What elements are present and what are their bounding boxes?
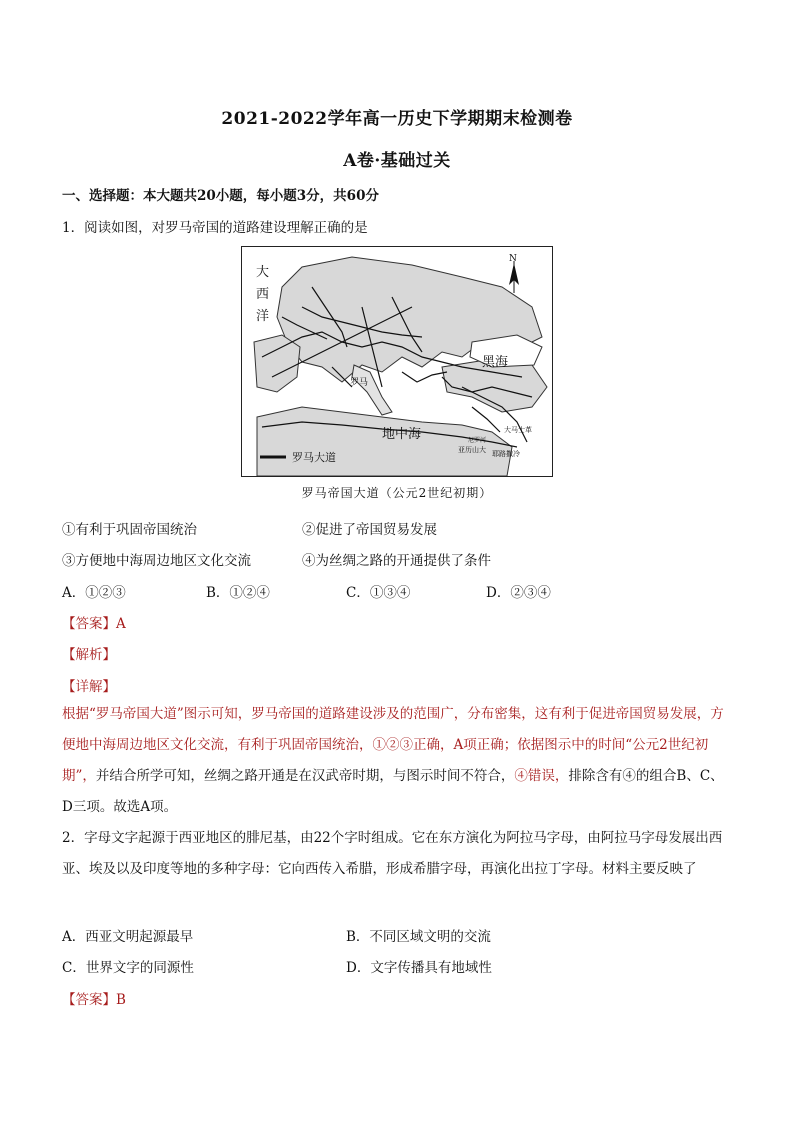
q1-detail-label: 【详解】 xyxy=(62,679,116,695)
map-label-rome: 罗马 xyxy=(350,378,369,388)
statement-4: ④为丝绸之路的开通提供了条件 xyxy=(302,553,491,569)
q1-detail-paragraph xyxy=(62,699,734,823)
map-label-nile: 尼罗河 xyxy=(468,437,487,444)
statement-2: ②促进了帝国贸易发展 xyxy=(302,522,437,538)
map-label-black-sea: 黑海 xyxy=(482,355,509,370)
q2-answer-value: B xyxy=(116,992,126,1008)
q1-choice-d: D．②③④ xyxy=(486,585,551,601)
statement-1: ①有利于巩固帝国统治 xyxy=(62,522,197,538)
map-label-damascus: 大马士革 xyxy=(504,426,532,434)
map-label-mediterranean: 地中海 xyxy=(382,427,422,442)
q1-choice-b: B．①②④ xyxy=(206,585,270,601)
map-label-jerusalem: 耶路撒冷 xyxy=(492,450,520,458)
q1-choice-c: C．①③④ xyxy=(346,585,411,601)
north-arrow-icon xyxy=(509,261,519,293)
map-label-alexandria: 亚历山大 xyxy=(458,446,486,454)
map-label-north: N xyxy=(509,254,517,264)
q1-detail-red-part-1: 根据“罗马帝国大道”图示可知，罗马帝国的道路建设涉及的范围广，分布密集，这有利于促进帝国贸易发展，方便地中海周边地区文化交流，有利于巩固帝国统治，①②③正确，A项正确；依据图示中的时间“公元2世纪初期”， xyxy=(62,706,724,784)
page-subtitle: A卷·基础过关 xyxy=(343,151,451,171)
q1-answer xyxy=(62,612,126,632)
q1-choice-a: A．①②③ xyxy=(62,585,126,601)
page-title: 2021-2022学年高一历史下学期期末检测卷 xyxy=(221,109,573,129)
q2-choice-d: D．文字传播具有地域性 xyxy=(346,960,492,976)
section-heading: 一、选择题：本大题共20小题，每小题3分，共60分 xyxy=(62,188,379,204)
map-legend-label: 罗马大道 xyxy=(292,451,336,464)
question-1-stem: 1．阅读如图，对罗马帝国的道路建设理解正确的是 xyxy=(62,220,368,236)
land-italy xyxy=(352,365,392,415)
map-caption: 罗马帝国大道（公元2世纪初期） xyxy=(301,486,493,500)
q2-choice-a: A．西亚文明起源最早 xyxy=(62,929,194,945)
map-label-atlantic-3: 洋 xyxy=(256,309,270,324)
question-2-stem: 2．字母文字起源于西亚地区的腓尼基，由22个字时组成。它在东方演化为阿拉马字母，由阿拉马字母发展出西亚、埃及以及印度等地的多种字母：它向西传入希腊，形成希腊字母，再演化出拉丁字母。材料主要反映了 xyxy=(62,830,723,877)
q2-choice-c: C．世界文字的同源性 xyxy=(62,960,194,976)
q1-answer-label: 【答案】 xyxy=(62,616,116,632)
roman-roads-map xyxy=(241,246,553,477)
q1-detail-red-part-2: ④错误， xyxy=(514,768,569,784)
q1-analysis-label: 【解析】 xyxy=(62,647,116,663)
q1-detail-black-part-1: 并结合所学可知，丝绸之路开通是在汉武帝时期，与图示时间不符合， xyxy=(95,768,515,784)
land-iberia xyxy=(254,335,300,392)
q1-answer-value: A xyxy=(116,616,126,632)
map-label-atlantic-2: 西 xyxy=(256,287,270,302)
q1-detail-black-part-2: 排除含有④的组合B、C、D三项。故选A项。 xyxy=(62,768,724,815)
statement-3: ③方便地中海周边地区文化交流 xyxy=(62,553,251,569)
q2-answer-label: 【答案】 xyxy=(62,992,116,1008)
q2-choice-b: B．不同区域文明的交流 xyxy=(346,929,491,945)
map-label-atlantic-1: 大 xyxy=(256,265,270,280)
q2-answer xyxy=(62,988,126,1008)
